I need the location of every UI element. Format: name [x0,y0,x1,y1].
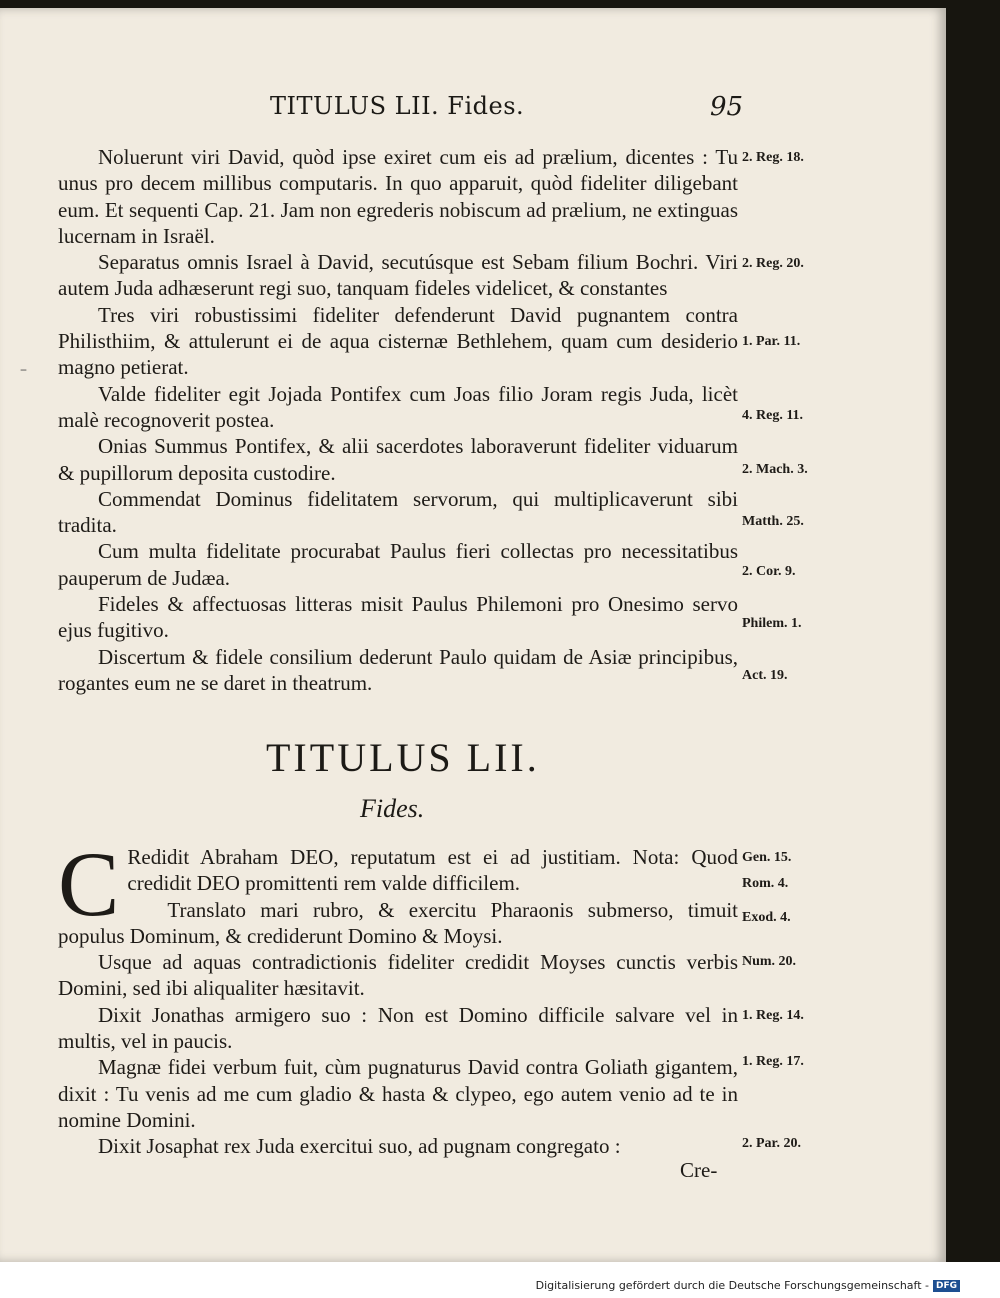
margin-reference: 2. Reg. 18. [742,150,804,165]
paragraph: Noluerunt viri David, quòd ipse exiret cum eis ad prælium, dicentes : Tu unus pro decem millibus computaris. In quo apparuit, quòd fideliter diligebant eum. Et sequenti Cap. 21. Jam non egrederis nobiscum ad prælium, ne extinguas lucernam in Israël. [58,145,738,248]
digitization-footer [536,1279,960,1292]
paragraph: Commendat Dominus fidelitatem servorum, qui multiplicaverunt sibi tradita. [58,486,738,538]
margin-reference: Matth. 25. [742,514,804,529]
paragraph: Discertum & fidele consilium dederunt Paulo quidam de Asiæ principibus, rogantes eum ne se daret in theatrum. [58,644,738,695]
margin-reference: 2. Par. 20. [742,1136,801,1151]
paragraph: Fideles & affectuosas litteras misit Paulus Philemoni pro Onesimo servo ejus fugitivo. [58,592,738,643]
margin-reference: 4. Reg. 11. [742,408,804,423]
paragraph: Cum multa fidelitate procurabat Paulus fieri collectas pro necessitatibus pauperum de Judæa. [58,539,738,590]
margin-reference: Gen. 15. [742,850,792,865]
section-one-text [58,144,738,696]
drop-capital: C [58,833,120,935]
paragraph: Dixit Jonathas armigero suo : Non est Domino difficile salvare vel in multis, vel in paucis. [58,1002,738,1054]
margin-reference: 1. Reg. 17. [742,1054,804,1069]
book-page [0,8,946,1262]
margin-reference: 2. Cor. 9. [742,564,796,579]
margin-reference: Act. 19. [742,668,788,683]
paragraph: Dixit Josaphat rex Juda exercitui suo, ad pugnam congregato : [98,1134,621,1159]
paragraph: Translato mari rubro, & exercitu Pharaonis submerso, timuit populus Dominum, & crediderunt Domino & Moysi. [58,897,738,948]
margin-reference: 1. Par. 11. [742,334,801,349]
margin-reference: Num. 20. [742,954,797,969]
margin-reference: 1. Reg. 14. [742,1008,804,1023]
paragraph: Tres viri robustissimi fideliter defenderunt David pugnantem contra Philisthiim, & attulerunt ei de aqua cisternæ Bethlehem, quam cum desiderio magno petierat. [58,302,738,380]
paragraph: Magnæ fidei verbum fuit, cùm pugnaturus David contra Goliath gigantem, dixit : Tu venis ad me cum gladio & hasta & clypeo, ego autem venio ad te in nomine Domini. [58,1055,738,1132]
section-title: TITULUS LII. [266,735,540,780]
margin-reference: Rom. 4. [742,876,789,891]
margin-reference: Exod. 4. [742,910,791,925]
margin-reference: 2. Reg. 20. [742,256,804,271]
page-number: 95 [710,92,744,122]
paragraph: Usque ad aquas contradictionis fideliter credidit Moyses cunctis verbis Domini, sed ibi aliqualiter hæsitavit. [58,950,738,1001]
paragraph: Separatus omnis Israel à David, secutúsque est Sebam filium Bochri. Viri autem Juda adhæserunt regi suo, tanquam fideles videlicet, & constantes [58,250,738,301]
opening-paragraph-text: Redidit Abraham DEO, reputatum est ei ad justitiam. Nota: Quod credidit DEO promittenti rem valde difficilem. [127,845,738,896]
running-title: TITULUS LII. Fides. [270,92,525,120]
paragraph: Onias Summus Pontifex, & alii sacerdotes laboraverunt fideliter viduarum & pupillorum deposita custodire. [58,434,738,485]
section-two-text [58,833,738,1160]
margin-reference: Philem. 1. [742,616,802,631]
footer-credit-text: Digitalisierung gefördert durch die Deutsche Forschungsgemeinschaft - [535,1279,929,1292]
dfg-logo-icon: DFG [933,1280,960,1292]
margin-dash-mark: – [20,362,27,378]
margin-reference: 2. Mach. 3. [742,462,808,477]
paragraph: Valde fideliter egit Jojada Pontifex cum Joas filio Joram regis Juda, licèt malè recognoverit postea. [58,381,738,432]
section-subtitle: Fides. [360,794,425,823]
catchword: Cre- [680,1158,718,1182]
